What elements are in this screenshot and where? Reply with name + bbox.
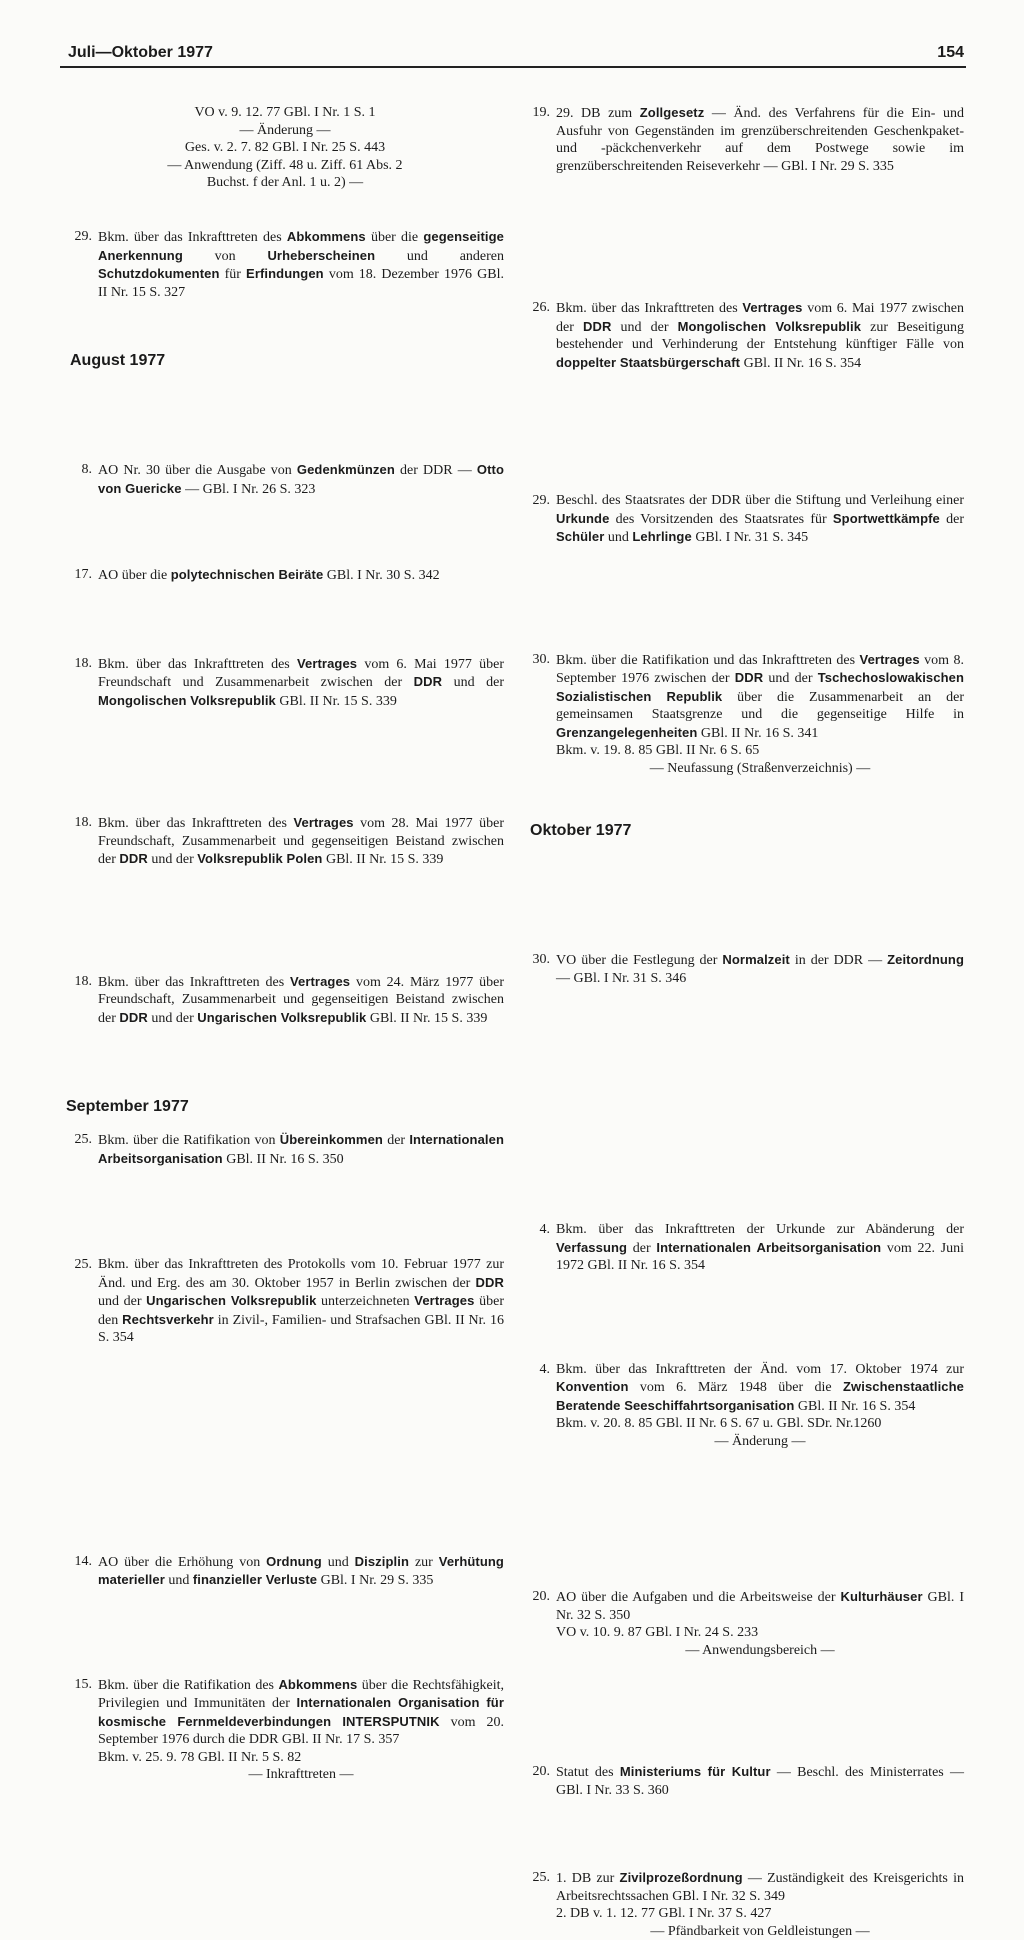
entry-keyword: Erfindungen (246, 266, 324, 281)
entry-keyword: Gedenkmünzen (297, 462, 395, 477)
entry-text (98, 1553, 504, 1590)
amendment-note: — Pfändbarkeit von Geldleistungen — (556, 1923, 964, 1940)
entry (524, 651, 964, 778)
running-header-period: Juli—Oktober 1977 (68, 44, 213, 62)
entry-text-run: Bkm. über das Inkrafttreten des (98, 816, 293, 831)
entry-text-run: der DDR — (395, 463, 477, 478)
entry (524, 951, 964, 987)
entry-keyword: Rechtsverkehr (122, 1312, 214, 1327)
left-column (66, 104, 504, 670)
amendment-note: — Inkrafttreten — (98, 1766, 504, 1784)
entry-number: 29. (66, 228, 92, 246)
preface-line: — Anwendung (Ziff. 48 u. Ziff. 61 Abs. 2 (66, 157, 504, 175)
entry-text (556, 1361, 964, 1451)
entry-text (98, 814, 504, 869)
amendment-note: — Anwendungsbereich — (556, 1642, 964, 1660)
entry (524, 492, 964, 547)
entry-text-run: Bkm. über das Inkrafttreten des (98, 975, 290, 990)
entry-text-run: und der (763, 671, 818, 686)
entry-text-run: und der (148, 852, 197, 867)
entry-text-run: GBl. II Nr. 15 S. 339 (322, 852, 443, 867)
entry-text-run: und (604, 530, 632, 545)
entry-keyword: Mongolischen Volksrepublik (678, 319, 861, 334)
entry-keyword: DDR (735, 670, 763, 685)
entry-keyword: DDR (583, 319, 611, 334)
entry-text-run: — GBl. I Nr. 26 S. 323 (182, 482, 316, 497)
entry-keyword: Volksrepublik Polen (197, 851, 322, 866)
page-number: 154 (937, 44, 964, 62)
entry-number: 25. (524, 1869, 550, 1887)
entry-number: 19. (524, 104, 550, 122)
entry-keyword: Verhütung materieller (98, 1554, 504, 1588)
entry-text-run: Bkm. über das Inkrafttreten der Urkunde zur Abänderung der (556, 1222, 964, 1237)
entry-text (98, 973, 504, 1028)
entry-number: 26. (524, 299, 550, 317)
entry-keyword: Internationalen Arbeitsorganisation (98, 1132, 504, 1166)
entry-number: 29. (524, 492, 550, 510)
entry-text-run: über die (366, 230, 424, 245)
amendment-reference: Bkm. v. 20. 8. 85 GBl. II Nr. 6 S. 67 u. GBl. SDr. Nr.1260 (556, 1415, 964, 1433)
entry-text (98, 655, 504, 711)
entry-text (556, 1763, 964, 1799)
entry (524, 299, 964, 372)
entry-text-run: GBl. II Nr. 15 S. 339 (276, 694, 397, 709)
entry-keyword: Lehrlinge (632, 529, 691, 544)
entry-text-run: GBl. I Nr. 31 S. 345 (692, 530, 808, 545)
entry-number: 4. (524, 1361, 550, 1379)
entry-text-run: Bkm. über das Inkrafttreten der Änd. vom 17. Oktober 1974 zur (556, 1362, 964, 1377)
entry-text-run: Bkm. über das Inkrafttreten des (98, 657, 297, 672)
section-heading-september: September 1977 (66, 1098, 504, 1116)
right-column (524, 104, 964, 786)
entry-number: 15. (66, 1676, 92, 1694)
amendment-reference: Bkm. v. 25. 9. 78 GBl. II Nr. 5 S. 82 (98, 1749, 504, 1767)
entry-keyword: doppelter Staatsbürgerschaft (556, 355, 740, 370)
entry-text-run: des Vorsitzenden des Staatsrates für (609, 512, 832, 527)
entry-number: 14. (66, 1553, 92, 1571)
entry-keyword: Ungarischen Volksrepublik (146, 1293, 316, 1308)
entry-text-run: über die Rechtsfähigkeit, Privilegien und Immunitäten der (98, 1678, 504, 1712)
entry-keyword: Schüler (556, 529, 604, 544)
entry-number: 17. (66, 566, 92, 584)
preface-line: VO v. 9. 12. 77 GBl. I Nr. 1 S. 1 (66, 104, 504, 122)
entry-text-run: unterzeichneten (316, 1294, 414, 1309)
entry (524, 1221, 964, 1275)
entry-text-run: vom 28. Mai 1977 über Freundschaft, Zusammenarbeit und gegenseitigen Beistand zwischen der (98, 816, 504, 867)
entry (524, 1588, 964, 1659)
entry-text-run: GBl. II Nr. 16 S. 341 (697, 726, 818, 741)
entry-keyword: Internationalen Arbeitsorganisation (656, 1240, 881, 1255)
entry-number: 18. (66, 655, 92, 673)
entry-keyword: Vertrages (293, 815, 353, 830)
entry-text-run: GBl. II Nr. 16 S. 350 (223, 1152, 344, 1167)
entry-text-run: Statut des (556, 1765, 620, 1780)
entry-text-run: vom 22. Juni 1972 GBl. II Nr. 16 S. 354 (556, 1241, 964, 1274)
amendment-reference: 2. DB v. 1. 12. 77 GBl. I Nr. 37 S. 427 (556, 1905, 964, 1923)
entry-text-run: GBl. II Nr. 16 S. 354 (794, 1399, 915, 1414)
entry-text-run: 1. DB zur (556, 1871, 620, 1886)
entry-text-run: vom 20. September 1976 durch die DDR GBl. II Nr. 17 S. 357 (98, 1715, 504, 1748)
entry-text-run: vom 6. Mai 1977 zwischen der (556, 301, 964, 335)
entry-text-run: über die Zusammenarbeit an der gemeinsamen Staatsgrenze und die gegenseitige Hilfe in (556, 690, 964, 723)
entry (66, 814, 504, 869)
entry-keyword: DDR (414, 674, 442, 689)
amendment-note: — Änderung — (556, 1433, 964, 1451)
entry-keyword: Mongolischen Volksrepublik (98, 693, 276, 708)
entry-text-run: der (627, 1241, 656, 1256)
entry-text-run: GBl. I Nr. 30 S. 342 (323, 568, 439, 583)
entry-text (98, 461, 504, 498)
entry-text (556, 1588, 964, 1659)
entry-number: 20. (524, 1763, 550, 1781)
entry-number: 25. (66, 1256, 92, 1274)
entry-text-run: in der DDR — (790, 953, 887, 968)
entry-text-run: vom 24. März 1977 über Freundschaft, Zusammenarbeit und gegenseitigen Beistand zwischen der (98, 975, 504, 1026)
entry-text-run: vom 6. Mai 1977 über Freundschaft und Zusammenarbeit zwischen der (98, 657, 504, 691)
entry (66, 228, 504, 301)
entry-keyword: Sportwettkämpfe (833, 511, 940, 526)
entry-keyword: Zollgesetz (640, 105, 705, 120)
preface-line: Buchst. f der Anl. 1 u. 2) — (66, 174, 504, 192)
entry-text-run: und (322, 1555, 355, 1570)
entry-text-run: GBl. II Nr. 15 S. 339 (366, 1011, 487, 1026)
entry-text-run: — Zuständigkeit des Kreisgerichts in Arbeitsrechtssachen GBl. I Nr. 32 S. 349 (556, 1871, 964, 1904)
entry-number: 30. (524, 951, 550, 969)
entry-keyword: Verfassung (556, 1240, 627, 1255)
entry-text (556, 492, 964, 547)
entry-text-run: und anderen (375, 249, 504, 264)
entry-text-run: vom 8. September 1976 zwischen der (556, 653, 964, 687)
entry-text-run: und der (611, 320, 677, 335)
entry-keyword: Normalzeit (722, 952, 789, 967)
entry-keyword: Internationalen Organisation für kosmische Fernmeldeverbindungen INTERSPUTNIK (98, 1695, 504, 1729)
entry-keyword: Schutzdokumenten (98, 266, 220, 281)
entry-keyword: Urheberscheinen (267, 248, 375, 263)
entry-keyword: polytechnischen Beiräte (171, 567, 324, 582)
entry-keyword: Grenzangelegenheiten (556, 725, 697, 740)
amendment-reference: Bkm. v. 19. 8. 85 GBl. II Nr. 6 S. 65 (556, 742, 964, 760)
entry-text-run: Bkm. über das Inkrafttreten des (556, 301, 742, 316)
entry-keyword: finanzieller Verluste (193, 1572, 317, 1587)
entry-text-run: Bkm. über das Inkrafttreten des Protokolls vom 10. Februar 1977 zur Änd. und Erg. des am 30. Oktober 1957 in Berlin zwischen der (98, 1257, 504, 1291)
entry-text-run: vom 6. März 1948 über die (629, 1380, 843, 1395)
section-heading-august: August 1977 (70, 352, 504, 370)
entry-keyword: Zwischenstaatliche Beratende Seeschiffahrtsorganisation (556, 1379, 964, 1413)
entry-text-run: in Zivil-, Familien- und Strafsachen GBl. II Nr. 16 S. 354 (98, 1313, 504, 1346)
entry-number: 18. (66, 973, 92, 991)
preface-line: Ges. v. 2. 7. 82 GBl. I Nr. 25 S. 443 (66, 139, 504, 157)
entry-text-run: und der (442, 675, 504, 690)
entry-text-run: und (165, 1573, 193, 1588)
entry-keyword: Otto von Guericke (98, 462, 504, 496)
entry-text-run: der (383, 1133, 409, 1148)
entry-text (98, 1676, 504, 1784)
entry-number: 18. (66, 814, 92, 832)
entry-number: 30. (524, 651, 550, 669)
continuation-preface (66, 104, 504, 192)
entry-keyword: Kulturhäuser (841, 1589, 923, 1604)
entry (524, 1361, 964, 1451)
entry-text-run: AO über die Aufgaben und die Arbeitsweise der (556, 1590, 841, 1605)
entry-text (98, 566, 504, 585)
entry-text-run: zur (409, 1555, 439, 1570)
entry-text (98, 1256, 504, 1347)
entry (66, 655, 504, 711)
entry-keyword: Abkommens (278, 1677, 357, 1692)
entry-text-run: — GBl. I Nr. 31 S. 346 (556, 971, 686, 986)
entry-keyword: Disziplin (355, 1554, 409, 1569)
entry (66, 461, 504, 498)
entry-text-run: Bkm. über die Ratifikation und das Inkrafttreten des (556, 653, 860, 668)
entry-keyword: Zeitordnung (887, 952, 964, 967)
entry-keyword: Vertrages (860, 652, 920, 667)
entry-keyword: Konvention (556, 1379, 629, 1394)
entry-text-run: von (183, 249, 268, 264)
entry (524, 1763, 964, 1799)
entry-number: 4. (524, 1221, 550, 1239)
entry-text-run: vom 18. Dezember 1976 GBl. II Nr. 15 S. 327 (98, 267, 504, 300)
entry (66, 566, 504, 585)
entry-text (556, 299, 964, 372)
entry (66, 1553, 504, 1590)
entry-keyword: Tschechoslowakischen Sozialistischen Republik (556, 670, 964, 704)
entry-keyword: Ministeriums für Kultur (620, 1764, 771, 1779)
entry-text-run: und der (98, 1294, 146, 1309)
entry-text (556, 951, 964, 987)
entry-text-run: Bkm. über das Inkrafttreten des (98, 230, 287, 245)
entry-number: 20. (524, 1588, 550, 1606)
entry (66, 1676, 504, 1784)
entry-keyword: Ungarischen Volksrepublik (197, 1010, 366, 1025)
entry-text-run: GBl. I Nr. 29 S. 335 (317, 1573, 433, 1588)
preface-line: — Änderung — (66, 122, 504, 140)
entry-text-run: für (220, 267, 247, 282)
entry-keyword: Vertrages (290, 974, 350, 989)
entry-keyword: Übereinkommen (280, 1132, 383, 1147)
entry-text-run: VO über die Festlegung der (556, 953, 722, 968)
entry-keyword: DDR (119, 1010, 147, 1025)
entry (524, 1869, 964, 1940)
entry (66, 1256, 504, 1347)
entry-text (556, 104, 964, 175)
amendment-reference: VO v. 10. 9. 87 GBl. I Nr. 24 S. 233 (556, 1624, 964, 1642)
entry-keyword: Vertrages (414, 1293, 474, 1308)
section-heading-oktober: Oktober 1977 (530, 822, 964, 840)
entry-keyword: gegenseitige Anerkennung (98, 229, 504, 263)
entry-text-run: AO über die (98, 568, 171, 583)
entry (66, 973, 504, 1028)
entry-keyword: Abkommens (287, 229, 366, 244)
entry-keyword: DDR (476, 1275, 504, 1290)
amendment-note: — Neufassung (Straßenverzeichnis) — (556, 760, 964, 778)
entry-text-run: über den (98, 1294, 504, 1328)
entry-keyword: Vertrages (297, 656, 357, 671)
entry (66, 1131, 504, 1168)
entry-text-run: GBl. I Nr. 32 S. 350 (556, 1590, 964, 1623)
entry (524, 104, 964, 175)
entry-text-run: Beschl. des Staatsrates der DDR über die Stiftung und Verleihung einer (556, 493, 964, 508)
entry-keyword: Urkunde (556, 511, 609, 526)
entry-keyword: DDR (119, 851, 147, 866)
entry-text-run: — Änd. des Verfahrens für die Ein- und Ausfuhr von Gegenständen im grenzüberschreitenden Geschenkpaket- und -päckchenverkehr auf dem Postwege sowie im grenzüberschreitenden Reiseverkehr — GBl. I Nr. 29 S. 335 (556, 106, 964, 174)
entry-text (556, 651, 964, 778)
entry-text-run: AO über die Erhöhung von (98, 1555, 266, 1570)
entry-text (556, 1869, 964, 1940)
entry-text-run: 29. DB zum (556, 106, 640, 121)
entry-text-run: AO Nr. 30 über die Ausgabe von (98, 463, 297, 478)
entry-keyword: Zivilprozeßordnung (620, 1870, 743, 1885)
entry-text-run: — Beschl. des Ministerrates — GBl. I Nr. 33 S. 360 (556, 1765, 964, 1798)
header-rule (60, 66, 966, 68)
entry-text-run: und der (148, 1011, 197, 1026)
entry-keyword: Vertrages (742, 300, 802, 315)
entry-text (98, 228, 504, 301)
entry-text (556, 1221, 964, 1275)
entry-number: 25. (66, 1131, 92, 1149)
entry-number: 8. (66, 461, 92, 479)
entry-keyword: Ordnung (266, 1554, 322, 1569)
entry-text-run: zur Beseitigung bestehender und Verhinderung der Entstehung künftiger Fälle von (556, 320, 964, 353)
entry-text (98, 1131, 504, 1168)
entry-text-run: Bkm. über die Ratifikation des (98, 1678, 278, 1693)
entry-text-run: GBl. II Nr. 16 S. 354 (740, 356, 861, 371)
entry-text-run: der (940, 512, 964, 527)
entry-text-run: Bkm. über die Ratifikation von (98, 1133, 280, 1148)
